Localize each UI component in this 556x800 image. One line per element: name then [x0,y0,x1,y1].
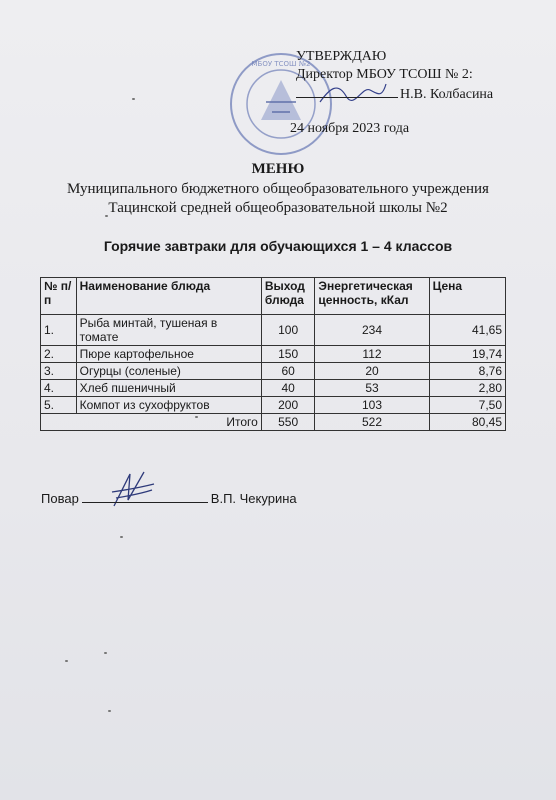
total-portion: 550 [261,414,315,431]
row-energy: 234 [315,315,429,346]
row-number: 4. [41,380,77,397]
row-dish: Рыба минтай, тушеная в томате [76,315,261,346]
menu-subtitle: Горячие завтраки для обучающихся 1 – 4 классов [103,238,453,254]
row-portion: 60 [261,363,315,380]
row-energy: 103 [315,397,429,414]
table-row [41,346,506,363]
row-energy: 20 [315,363,429,380]
approve-heading: УТВЕРЖДАЮ [296,49,387,64]
row-energy: 53 [315,380,429,397]
document-title: МЕНЮ [251,161,305,177]
menu-table [40,277,506,431]
row-price: 7,50 [429,397,505,414]
paper-speck [132,98,135,100]
header-dish-name: Наименование блюда [76,278,261,315]
approve-signature-line [296,84,398,98]
row-number: 5. [41,397,77,414]
table-row [41,315,506,346]
paper-speck [108,710,111,712]
approval-block [296,48,493,104]
organization-line-2: Тацинской средней общеобразовательной школы №2 [108,200,448,216]
row-price: 8,76 [429,363,505,380]
header-energy: Энергетическая ценность, кКал [315,278,429,315]
row-number: 1. [41,315,77,346]
paper-speck [195,416,198,418]
approval-date: 24 ноября 2023 года [290,121,410,136]
row-dish: Хлеб пшеничный [76,380,261,397]
organization-name [0,180,556,218]
table-row [41,397,506,414]
row-number: 2. [41,346,77,363]
table-header-row [41,278,506,315]
paper-speck [105,215,108,217]
row-dish: Компот из сухофруктов [76,397,261,414]
row-dish: Огурцы (соленые) [76,363,261,380]
row-dish: Пюре картофельное [76,346,261,363]
row-number: 3. [41,363,77,380]
approve-name: Н.В. Колбасина [400,87,494,102]
total-energy: 522 [315,414,429,431]
total-label: Итого [41,414,262,431]
row-price: 19,74 [429,346,505,363]
row-price: 41,65 [429,315,505,346]
cook-signature-line [82,490,208,503]
paper-speck [104,652,107,654]
row-energy: 112 [315,346,429,363]
row-portion: 40 [261,380,315,397]
table-row [41,380,506,397]
header-portion: Выход блюда [261,278,315,315]
paper-speck [120,536,123,538]
table-row [41,363,506,380]
row-portion: 100 [261,315,315,346]
cook-signoff [41,490,297,506]
header-number: № п/п [41,278,77,315]
svg-text:МБОУ ТСОШ №2: МБОУ ТСОШ №2 [251,60,311,68]
row-portion: 200 [261,397,315,414]
row-portion: 150 [261,346,315,363]
total-price: 80,45 [429,414,505,431]
approve-position: Директор МБОУ ТСОШ № 2: [296,67,473,82]
organization-line-1: Муниципального бюджетного общеобразовательного учреждения [67,181,489,197]
table-total-row [41,414,506,431]
cook-name: В.П. Чекурина [210,491,297,506]
cook-role: Повар [41,491,79,506]
paper-speck [65,660,68,662]
header-price: Цена [429,278,505,315]
row-price: 2,80 [429,380,505,397]
